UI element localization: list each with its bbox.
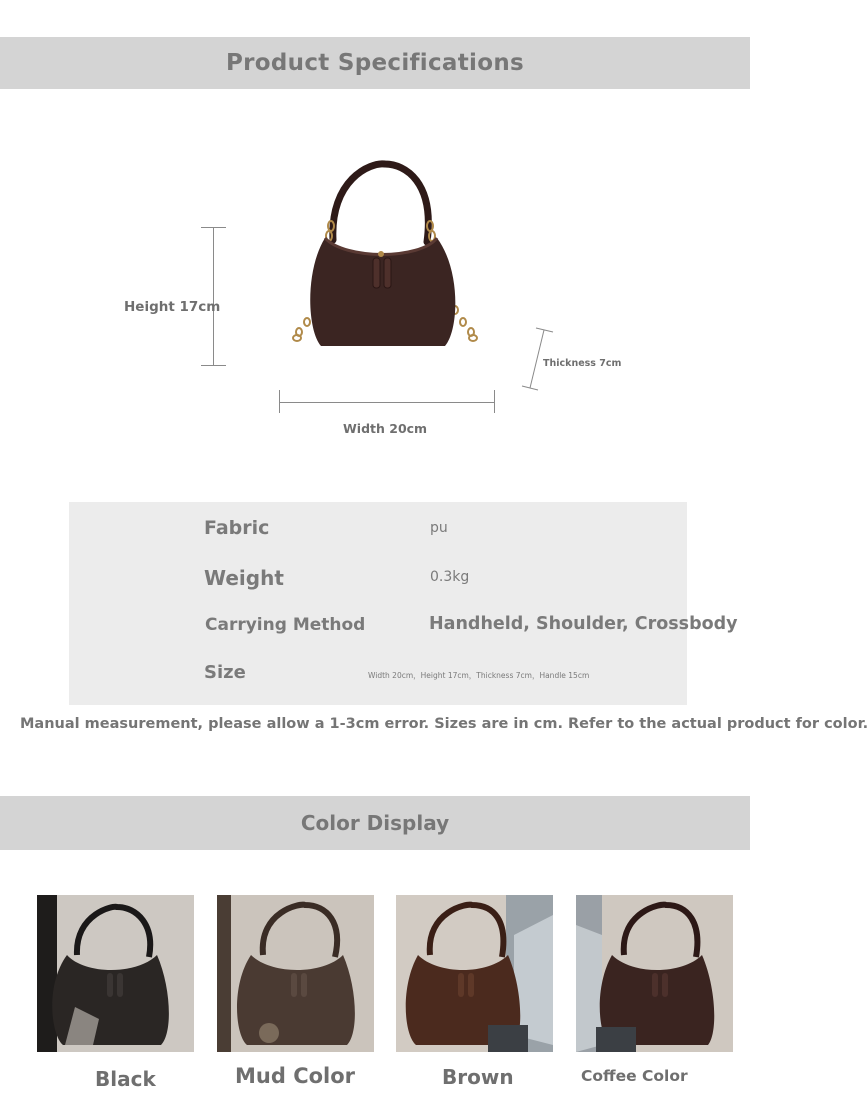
product-image: [285, 160, 485, 355]
spec-row-value-size: Width 20cm，Height 17cm，Thickness 7cm，Handle 15cm: [368, 671, 590, 680]
spec-row-value-fabric: pu: [430, 520, 448, 536]
bag-photo-coffee-color: [576, 895, 733, 1052]
color-swatch-brown[interactable]: [396, 895, 553, 1052]
bag-photo-black: [37, 895, 194, 1052]
spec-row-label-carrying-method: Carrying Method: [205, 615, 366, 635]
bag-photo-mud-color: [217, 895, 374, 1052]
color-swatch-black[interactable]: [37, 895, 194, 1052]
width-dimension-line: [279, 402, 494, 403]
section-header-product-specifications: [0, 37, 750, 89]
spec-row-label-fabric: Fabric: [204, 517, 270, 539]
thickness-label: Thickness 7cm: [543, 358, 622, 369]
section-header-color-display: [0, 796, 750, 850]
height-dimension-cap-bottom: [201, 365, 226, 366]
color-swatch-mud-color[interactable]: [217, 895, 374, 1052]
height-dimension-line: [213, 227, 214, 365]
spec-row-value-carrying-method: Handheld, Shoulder, Crossbody: [429, 614, 738, 634]
height-label: Height 17cm: [124, 299, 221, 315]
color-name-mud-color: Mud Color: [235, 1064, 356, 1088]
width-label: Width 20cm: [343, 421, 428, 436]
color-name-brown: Brown: [442, 1065, 514, 1089]
color-swatch-coffee-color[interactable]: [576, 895, 733, 1052]
height-dimension-cap-top: [201, 227, 226, 228]
spec-row-label-weight: Weight: [204, 566, 284, 590]
section-title: Color Display: [300, 811, 450, 835]
spec-row-label-size: Size: [204, 662, 246, 683]
section-title: Product Specifications: [225, 50, 524, 76]
color-name-coffee-color: Coffee Color: [581, 1067, 688, 1085]
spec-row-value-weight: 0.3kg: [430, 569, 470, 585]
color-name-black: Black: [95, 1067, 156, 1091]
width-dimension-cap-left: [279, 390, 280, 413]
width-dimension-cap-right: [494, 390, 495, 413]
bag-photo-brown: [396, 895, 553, 1052]
measurement-note: Manual measurement, please allow a 1-3cm error. Sizes are in cm. Refer to the actual product for color.: [20, 716, 868, 732]
